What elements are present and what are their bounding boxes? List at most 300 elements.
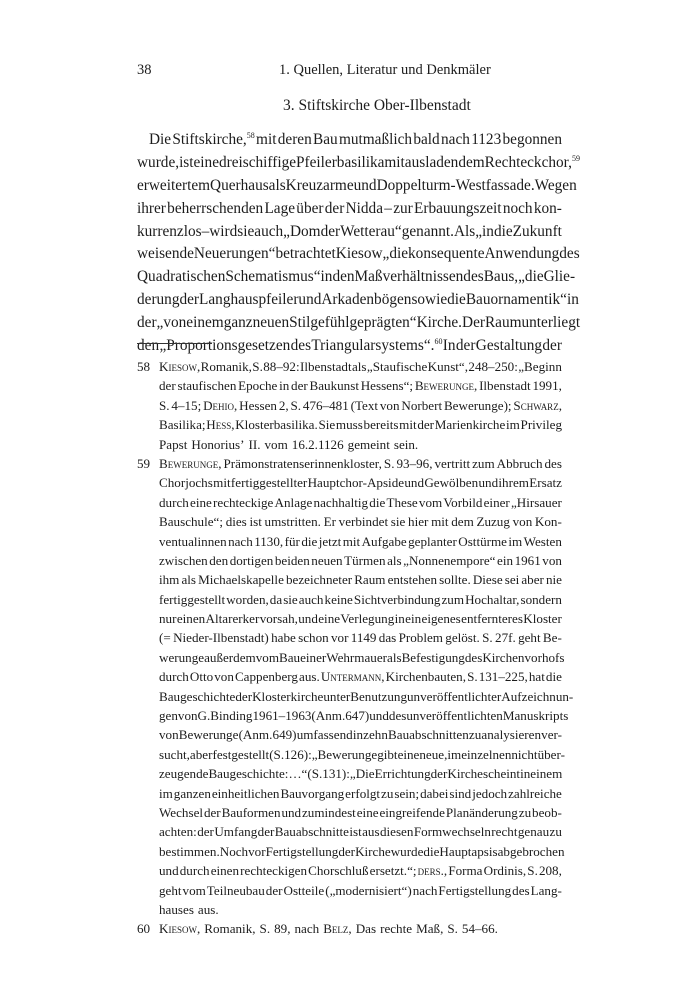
word: Vorbild	[443, 494, 483, 510]
word: (S.	[307, 766, 323, 782]
word: der	[235, 688, 253, 704]
word: 1149	[350, 630, 377, 646]
word: einem	[186, 314, 224, 332]
word: für	[284, 533, 300, 549]
word: den	[209, 552, 229, 568]
word: bezeichneter	[285, 572, 353, 588]
word: ein	[497, 552, 514, 568]
word: erfolgt	[345, 785, 381, 801]
word: Nieder-Ilbenstadt)	[173, 630, 269, 646]
word: von	[542, 552, 562, 568]
word: aus	[362, 824, 380, 840]
word: im	[447, 746, 462, 762]
word: in	[394, 611, 405, 627]
author-name: Dehio	[203, 397, 235, 413]
word: Neuerungen“	[193, 245, 276, 263]
word: Kon-	[534, 514, 562, 530]
word: Anwendung	[484, 245, 560, 263]
word: „Die	[349, 766, 375, 782]
footnote-line	[159, 900, 562, 919]
word: der	[338, 843, 356, 859]
word: ganz	[223, 314, 253, 332]
word: vom	[264, 436, 288, 452]
word: Sichtverbindung	[353, 591, 441, 607]
word: „Bewerunge	[311, 746, 378, 762]
body-line	[137, 266, 576, 289]
footnote	[137, 454, 574, 919]
word: Baugeschichte	[159, 688, 236, 704]
word: der	[455, 337, 476, 355]
word: aber	[521, 572, 544, 588]
footnote-line	[159, 532, 562, 551]
word: Westen	[523, 533, 562, 549]
word: S.	[252, 359, 263, 374]
word: zehn	[363, 727, 388, 743]
word: mit	[399, 417, 417, 433]
author-name: Bewerunge	[159, 455, 219, 471]
word: einzelnen	[461, 746, 512, 762]
body-line	[137, 289, 579, 312]
word: gemeint	[347, 436, 390, 452]
word: Wegen	[534, 176, 577, 194]
author-name: Kiesow	[159, 359, 197, 374]
word: geht	[159, 882, 182, 898]
word: Bewerunge,	[415, 376, 478, 395]
word: gen	[159, 708, 178, 724]
word: als	[387, 552, 402, 568]
word: über	[296, 199, 324, 217]
word: der	[320, 222, 341, 240]
word: zur	[393, 199, 413, 217]
word: der	[203, 804, 221, 820]
word: Sie	[318, 417, 336, 433]
word: Stiftskirche,$^{58}$	[172, 131, 255, 148]
body-line	[137, 198, 562, 221]
word: Formwechseln	[413, 824, 491, 840]
word: ersetzt.“;	[369, 863, 417, 879]
word: erweitertem	[137, 176, 211, 194]
footnote-line	[159, 822, 562, 841]
word: scheint	[482, 766, 521, 782]
word: einer	[300, 649, 327, 665]
word: zwischen	[159, 552, 208, 568]
word: 2,	[278, 397, 289, 413]
footnote-ref: 59	[571, 153, 580, 163]
word: beob-	[532, 804, 562, 820]
word: mutmaßlich	[338, 131, 413, 148]
footnote-line	[159, 590, 562, 609]
word: 131):	[322, 766, 350, 782]
footnote-line	[159, 396, 562, 415]
word: der	[542, 337, 562, 355]
word: unterliegt	[521, 314, 581, 332]
word: die	[369, 494, 386, 510]
word: auch	[254, 222, 284, 240]
footnote-line	[159, 706, 569, 725]
word: diesen	[379, 824, 414, 840]
word: 126):	[284, 746, 312, 762]
word: achten:	[159, 824, 197, 840]
word: II.	[248, 436, 261, 452]
word: Wechsel	[159, 804, 204, 820]
word: über-	[537, 746, 565, 762]
footnote-number: 58	[137, 359, 151, 374]
word: bestimmen.	[159, 843, 220, 859]
word: Benutzung	[350, 688, 407, 704]
word: mit	[256, 131, 277, 148]
word: (S.	[269, 746, 285, 762]
word: der	[417, 417, 435, 433]
word: mit	[384, 153, 405, 171]
word: („modernisiert“)	[325, 882, 412, 898]
word: Bewerunge	[178, 727, 239, 743]
word: ausladendem	[404, 153, 485, 171]
word: Der	[462, 314, 485, 332]
word: sie	[283, 591, 298, 607]
footnote-number: 59	[137, 455, 151, 471]
running-head: 1. Quellen, Literatur und Denkmäler	[279, 62, 491, 78]
word: der	[257, 824, 275, 840]
footnote-line	[159, 376, 562, 395]
word: Belz,	[323, 919, 352, 938]
word: Schematismus“	[225, 268, 321, 286]
word: mit	[431, 514, 449, 530]
word: Hauptapsis	[439, 843, 498, 859]
word: Nidda	[345, 199, 383, 217]
word: als	[181, 572, 196, 588]
word: im	[508, 533, 523, 549]
footnotes	[137, 357, 574, 939]
word: S.	[259, 921, 271, 937]
word: S.	[290, 397, 302, 413]
word: Wehrmauer	[326, 649, 388, 665]
word: ihrem	[498, 475, 529, 491]
word: die	[301, 533, 318, 549]
word: konsequente	[408, 245, 485, 263]
word: Kiesow,	[159, 357, 200, 376]
footnote-line	[159, 473, 562, 492]
word: das	[378, 630, 397, 646]
page-header	[137, 62, 562, 82]
word: Noch	[219, 843, 249, 859]
word: weisende	[137, 245, 194, 263]
word: Norbert	[401, 397, 443, 413]
word: genannt.	[401, 222, 454, 240]
word: vom	[418, 494, 443, 510]
word: Türmen	[344, 552, 386, 568]
word: von	[379, 397, 400, 413]
word: 1961	[514, 552, 541, 568]
word: in	[320, 268, 333, 286]
word: zeugende	[159, 766, 209, 782]
word: Hess,	[206, 415, 234, 434]
footnote	[137, 357, 562, 454]
word: These	[386, 494, 418, 510]
word: des	[512, 882, 530, 898]
word: betrachtet	[275, 245, 336, 263]
word: ist	[249, 514, 262, 530]
word: Manuskripts	[502, 708, 569, 724]
word: 89,	[274, 921, 291, 937]
word: ist	[349, 824, 362, 840]
word: noch	[502, 199, 533, 217]
word: der	[159, 378, 176, 394]
word: sondern	[520, 591, 562, 607]
body-line	[137, 243, 580, 266]
word: (Anm.	[311, 708, 346, 724]
word: S.	[447, 921, 458, 937]
word: Honorius’	[191, 436, 245, 452]
word: sein;	[394, 785, 420, 801]
word: der	[137, 314, 157, 332]
word: der	[324, 199, 345, 217]
word: Kiesow,	[159, 919, 200, 938]
word: abgebrochen	[497, 843, 565, 859]
page-number: 38	[137, 62, 152, 78]
word: Epoche	[238, 378, 278, 394]
word: Stilgefühl	[289, 314, 350, 332]
word: Bauabschnitte	[274, 824, 349, 840]
word: vom	[255, 649, 279, 665]
word: staufischen	[177, 378, 237, 394]
word: beherrschenden	[167, 199, 264, 217]
word: (Anm.	[238, 727, 273, 743]
body-line	[137, 312, 581, 335]
word: jedoch	[472, 785, 508, 801]
footnote-ref: 60	[434, 337, 443, 347]
word: hat	[528, 669, 545, 685]
word: hauses	[159, 901, 194, 917]
word: 1130,	[254, 533, 284, 549]
word: rechte	[380, 921, 413, 937]
word: Wetterau“	[340, 222, 402, 240]
word: Verlegung	[340, 611, 395, 627]
word: des	[290, 337, 312, 355]
word: 208,	[538, 863, 562, 879]
word: genau	[517, 824, 550, 840]
footnote-line	[159, 745, 565, 764]
word: eine	[193, 153, 219, 171]
word: sein.	[393, 436, 419, 452]
word: begonnen	[502, 131, 562, 148]
word: und	[353, 176, 377, 194]
word: Gewölben	[424, 475, 479, 491]
word: „die	[518, 268, 544, 286]
word: kon-	[533, 199, 562, 217]
footnote-line	[159, 357, 562, 376]
word: Kiesow	[335, 245, 383, 263]
footnote-line	[159, 861, 562, 880]
word: der	[430, 766, 448, 782]
word: geprägten“	[349, 314, 417, 332]
word: die	[447, 291, 466, 309]
footnote-line	[159, 493, 562, 512]
word: von	[177, 708, 198, 724]
word: Kirchenvorhofs	[482, 649, 565, 665]
footnote-line	[159, 881, 562, 900]
word: Pfeilerbasilika	[296, 153, 385, 171]
word: 27f.	[495, 630, 516, 646]
word: vertritt	[434, 455, 471, 471]
footnote-number: 60	[137, 921, 151, 937]
word: 131–225,	[478, 669, 528, 685]
word: Querhaus	[210, 176, 269, 194]
footnote-line	[159, 687, 574, 706]
word: werunge	[159, 649, 205, 665]
word: Zuzug	[476, 514, 510, 530]
word: aus.	[299, 669, 320, 685]
word: In	[442, 337, 456, 355]
word: eine	[190, 494, 212, 510]
word: und	[159, 863, 179, 879]
body-line	[137, 129, 562, 152]
footnote-line	[159, 803, 562, 822]
footnote-line	[159, 551, 562, 570]
word: vor	[331, 630, 349, 646]
footnote-line	[159, 784, 562, 803]
word: Aufzeichnun-	[501, 688, 574, 704]
word: als	[351, 359, 367, 374]
word: Binding	[210, 708, 253, 724]
word: Cappenberg	[234, 669, 298, 685]
word: S.	[482, 630, 493, 646]
word: analysieren	[481, 727, 542, 743]
word: geht	[518, 630, 541, 646]
word: entfernteres	[461, 611, 523, 627]
word: die	[423, 843, 440, 859]
word: Bauabschnitten	[388, 727, 469, 743]
author-name: Belz	[323, 921, 349, 937]
word: 54–66.	[461, 921, 498, 937]
word: muss	[335, 417, 363, 433]
word: in	[520, 766, 531, 782]
author-name: Schwarz	[513, 397, 559, 413]
word: S.	[159, 397, 170, 413]
word: und	[478, 475, 499, 491]
word: unveröffentlichten	[406, 708, 503, 724]
body-line	[137, 175, 577, 198]
word: (=	[159, 630, 171, 646]
word: Bau	[279, 649, 301, 665]
word: Gestaltung	[475, 337, 543, 355]
word: 93–96,	[396, 455, 433, 471]
word: Planänderung	[445, 804, 518, 820]
body-line	[137, 221, 562, 244]
word: derung	[137, 291, 180, 309]
footnote-line	[159, 725, 562, 744]
body-line	[137, 335, 562, 358]
word: fertiggestellt	[159, 591, 226, 607]
word: S.	[383, 455, 395, 471]
author-name: Kiesow	[159, 921, 197, 937]
word: Kreuzarme	[285, 176, 354, 194]
word: 16.2.1126	[291, 436, 344, 452]
word: (Text	[350, 397, 379, 413]
word: Ilbenstadt	[299, 359, 352, 374]
word: S.	[527, 863, 538, 879]
author-name: Hess	[206, 417, 232, 433]
word: des	[544, 455, 562, 471]
word: des	[463, 268, 484, 286]
word: ihm	[159, 572, 180, 588]
word: wurde,	[137, 153, 180, 171]
word: Lang-	[530, 882, 562, 898]
footnote-line	[159, 919, 562, 938]
word: Romanik,	[200, 359, 252, 374]
word: neuen	[252, 314, 290, 332]
word: Papst	[159, 436, 188, 452]
word: nie	[545, 572, 562, 588]
word: wurde	[390, 843, 424, 859]
word: Schwarz,	[513, 396, 562, 415]
word: zum	[441, 591, 465, 607]
word: Diese	[472, 572, 503, 588]
word: worden,	[226, 591, 269, 607]
section-heading: 3. Stiftskirche Ober-Ilbenstadt	[283, 97, 471, 114]
word: Bauornamentik“	[465, 291, 567, 309]
word: mit	[342, 533, 361, 549]
word: einheitlichen	[211, 785, 280, 801]
footnote-line	[159, 648, 565, 667]
word: Chorschluß	[308, 863, 369, 879]
word: einen	[176, 611, 206, 627]
word: Maßverhältnissen	[354, 268, 464, 286]
word: dabei	[420, 785, 449, 801]
word: „Hirsauer	[510, 494, 562, 510]
word: ihrer	[137, 199, 166, 217]
word: „Proportionsgesetzen	[159, 337, 291, 355]
footnote-line	[159, 415, 562, 434]
word: festgestellt	[212, 746, 270, 762]
word: recht	[491, 824, 518, 840]
word: Osttürme	[458, 533, 507, 549]
word: vorsah,	[259, 611, 298, 627]
word: sie	[237, 222, 255, 240]
word: sucht,	[159, 746, 190, 762]
word: entstehen	[387, 572, 438, 588]
word: den	[137, 337, 160, 355]
word: Baugeschichte:	[208, 766, 289, 782]
word: Ostteile	[283, 882, 325, 898]
word: die	[493, 222, 513, 240]
word: eine	[318, 611, 341, 627]
word: Hessens“;	[360, 378, 414, 394]
word: sei	[504, 572, 520, 588]
word: Teilneubau	[206, 882, 265, 898]
word: Anlage	[274, 494, 313, 510]
word: Problem	[398, 630, 443, 646]
word: bald	[413, 131, 440, 148]
word: hier	[408, 514, 429, 530]
word: in	[352, 727, 364, 743]
word: Chorjochs	[159, 475, 213, 491]
word: und	[298, 291, 322, 309]
word: nach	[412, 882, 438, 898]
word: im	[506, 417, 520, 433]
word: 88–92:	[263, 359, 300, 374]
word: geplanter	[408, 533, 457, 549]
word: der	[197, 824, 214, 840]
author-name: Bewerunge	[414, 378, 475, 394]
word: „Dom	[283, 222, 321, 240]
word: nicht	[511, 746, 538, 762]
word: einen	[210, 863, 240, 879]
word: 1961–1963	[252, 708, 312, 724]
word: nach	[228, 533, 253, 549]
word: Als	[453, 222, 476, 240]
word: Maß,	[416, 921, 444, 937]
word: Otto	[189, 669, 214, 685]
